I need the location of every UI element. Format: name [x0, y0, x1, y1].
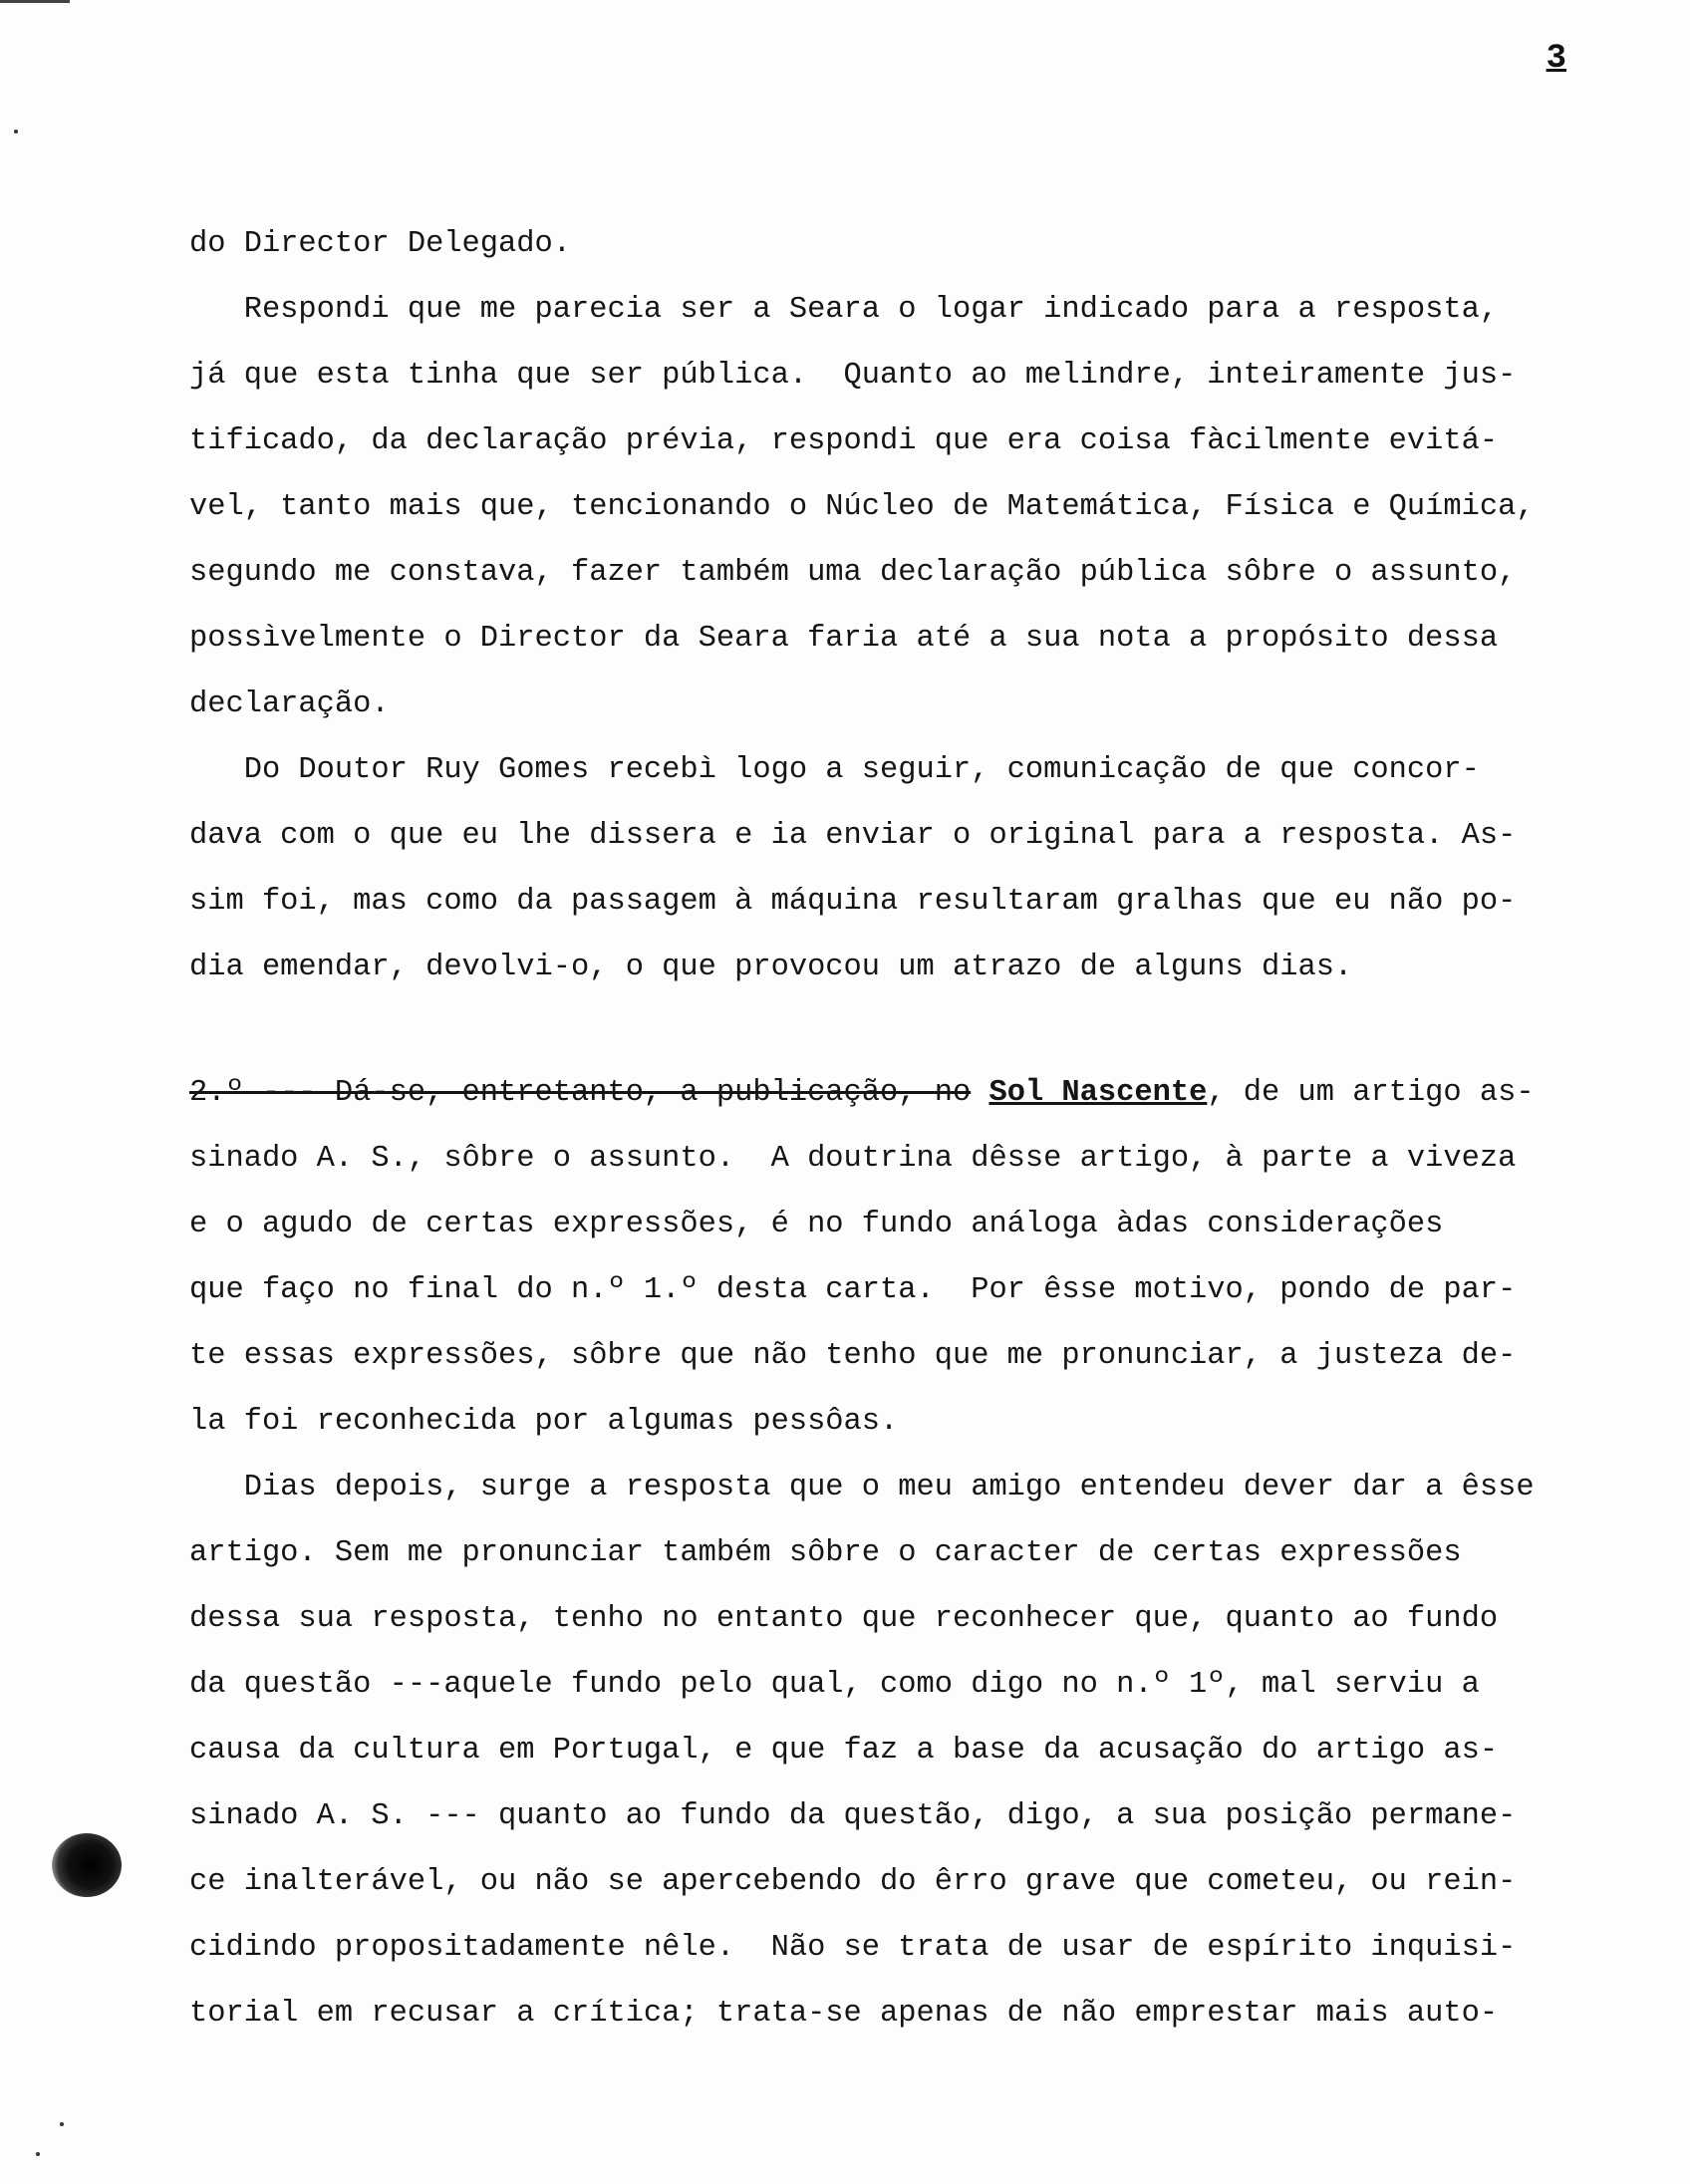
text-line: artigo. Sem me pronunciar também sôbre o caracter de certas expressões: [189, 1536, 1462, 1570]
scan-speck: [14, 130, 18, 134]
text-line: Do Doutor Ruy Gomes recebì logo a seguir, comunicação de que concor-: [189, 753, 1480, 787]
struck-out-text: 2.º --- Dá-se, entretanto, a publicação, no: [189, 1076, 972, 1110]
text-line: e o agudo de certas expressões, é no fundo análoga àdas considerações: [189, 1208, 1444, 1241]
page-number: 3: [1546, 40, 1566, 78]
text-line: declaração.: [189, 687, 390, 721]
text-segment: , de um artigo as-: [1207, 1076, 1535, 1110]
text-line: que faço no final do n.º 1.º desta carta. Por êsse motivo, pondo de par-: [189, 1273, 1517, 1307]
text-line: dessa sua resposta, tenho no entanto que reconhecer que, quanto ao fundo: [189, 1602, 1499, 1636]
text-line: dava com o que eu lhe dissera e ia enviar o original para a resposta. As-: [189, 819, 1517, 853]
letter-body: [189, 211, 1644, 2047]
text-line: causa da cultura em Portugal, e que faz a base da acusação do artigo as-: [189, 1734, 1499, 1768]
scan-speck: [36, 2152, 40, 2156]
scan-speck: [60, 2122, 64, 2126]
text-line: ce inalterável, ou não se apercebendo do êrro grave que cometeu, ou rein-: [189, 1865, 1517, 1899]
text-line: já que esta tinha que ser pública. Quanto ao melindre, inteiramente jus-: [189, 359, 1517, 393]
text-line: torial em recusar a crítica; trata-se apenas de não emprestar mais auto-: [189, 1997, 1499, 2031]
text-line-section-2: [189, 1060, 1644, 1126]
text-line: possìvelmente o Director da Seara faria até a sua nota a propósito dessa: [189, 622, 1499, 656]
text-line: segundo me constava, fazer também uma declaração pública sôbre o assunto,: [189, 556, 1517, 590]
text-line: dia emendar, devolvi-o, o que provocou um atrazo de alguns dias.: [189, 951, 1353, 984]
text-line: sinado A. S. --- quanto ao fundo da questão, digo, a sua posição permane-: [189, 1799, 1517, 1833]
text-line: la foi reconhecida por algumas pessôas.: [189, 1405, 899, 1439]
underlined-title: Sol Nascente: [988, 1076, 1208, 1110]
text-line: te essas expressões, sôbre que não tenho que me pronunciar, a justeza de-: [189, 1339, 1517, 1373]
text-line: Respondi que me parecia ser a Seara o logar indicado para a resposta,: [189, 293, 1499, 327]
text-line: cidindo propositadamente nêle. Não se trata de usar de espírito inquisi-: [189, 1931, 1517, 1965]
ink-blot: [52, 1833, 122, 1897]
scan-corner-mark: [0, 0, 70, 3]
text-line: sinado A. S., sôbre o assunto. A doutrina dêsse artigo, à parte a viveza: [189, 1142, 1517, 1176]
paragraph-gap: [189, 1000, 1644, 1060]
text-line: Dias depois, surge a resposta que o meu amigo entendeu dever dar a êsse: [189, 1471, 1535, 1504]
text-line: sim foi, mas como da passagem à máquina resultaram gralhas que eu não po-: [189, 885, 1517, 919]
text-line: vel, tanto mais que, tencionando o Núcleo de Matemática, Física e Química,: [189, 490, 1535, 524]
text-line: tificado, da declaração prévia, respondi que era coisa fàcilmente evitá-: [189, 424, 1499, 458]
text-line: do Director Delegado.: [189, 227, 571, 261]
text-line: da questão ---aquele fundo pelo qual, como digo no n.º 1º, mal serviu a: [189, 1668, 1480, 1702]
